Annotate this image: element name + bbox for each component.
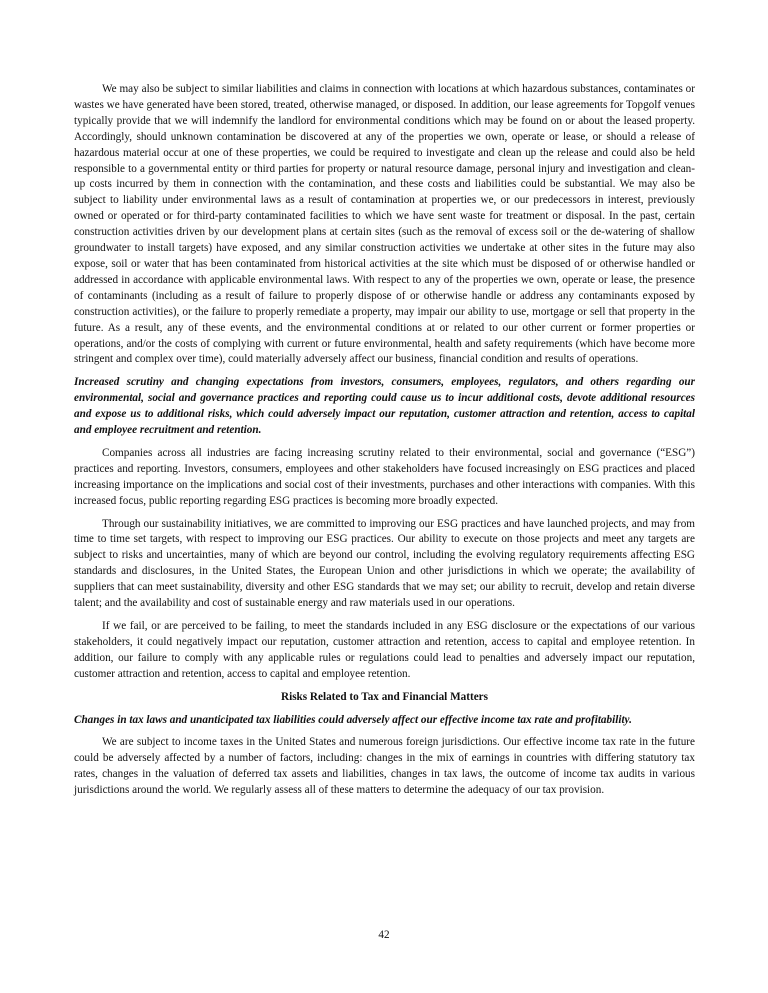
risk-heading-tax: Changes in tax laws and unanticipated tax liabilities could adversely affect our effective income tax rate and profitability. — [74, 713, 632, 726]
paragraph-esg-failure: If we fail, or are perceived to be failing, to meet the standards included in any ESG disclosure or the expectations of our various stakeholders, it could negatively impact our reputation, customer attraction and retention, access to capital and employee retention. In addition, our failure to comply with any applicable rules or regulations could lead to penalties and adversely impact our reputation, customer attraction and retention, access to capital and employee retention. — [74, 620, 695, 680]
paragraph-environmental-liabilities: We may also be subject to similar liabilities and claims in connection with locations at which hazardous substances, contaminates or wastes we have generated have been stored, treated, otherwise managed, or disposed. In addition, our lease agreements for Topgolf venues typically provide that we will indemnify the landlord for environmental conditions which may be found on or about the leased property. Accordingly, should unknown contamination be discovered at any of the properties we own, operate or lease, or should a release of hazardous material occur at one of these properties, we could be required to investigate and clean up the release and could also be held responsible to a governmental entity or third parties for property or natural resource damage, personal injury and investigation and clean-up costs incurred by them in connection with the contamination, and these costs and liabilities could be substantial. We may also be subject to liability under environmental laws as a result of contamination at properties we, or our predecessors in interest, previously owned or operated or for third-party contaminated facilities to which we have sent waste for treatment or disposal. In the past, certain construction activities driven by our development plans at certain sites (such as the removal of excess soil or the de-watering of shallow groundwater to install targets) have exposed, and any similar construction activities we undertake at other sites in the future may also expose, soil or water that has been contaminated from historical activities at the site which must be disposed of or otherwise handled or addressed in accordance with applicable environmental laws. With respect to any of the properties we own, operate or lease, the presence of contaminants (including as a result of failure to properly dispose of or otherwise handle or address any contaminants exposed by construction activities), or the failure to properly remediate a property, may impair our ability to use, mortgage or sell that property in the future. As a result, any of these events, and the environmental conditions at or related to our other current or former properties or operations, and/or the costs of complying with current or future environmental, health and safety requirements (which have become more stringent and complex over time), could materially adversely affect our business, financial condition and results of operations. — [74, 83, 695, 366]
risk-heading-esg: Increased scrutiny and changing expectations from investors, consumers, employees, regulators, and others regarding our environmental, social and governance practices and reporting could cause us to incur additional costs, devote additional resources and expose us to additional risks, which could adversely impact our reputation, customer attraction and retention, access to capital and employee recruitment and retention. — [74, 376, 695, 437]
paragraph-sustainability-initiatives: Through our sustainability initiatives, we are committed to improving our ESG practices and have launched projects, and may from time to time set targets, with respect to improving our ESG practices. Our ability to execute on those projects and meet any targets are subject to risks and uncertainties, many of which are beyond our control, including the evolving regulatory requirements affecting ESG standards and disclosures, in the United States, the European Union and other jurisdictions in which we operate; the availability of suppliers that can meet sustainability, diversity and other ESG standards that we may set; our ability to recruit, develop and retain diverse talent; and the availability and cost of sustainable energy and raw materials used in our operations. — [74, 517, 695, 610]
paragraph-income-taxes: We are subject to income taxes in the United States and numerous foreign jurisdictions. Our effective income tax rate in the future could be adversely affected by a number of factors, including: changes in the mix of earnings in countries with differing statutory tax rates, changes in the valuation of deferred tax assets and liabilities, changes in tax laws, the outcome of income tax audits in various jurisdictions around the world. We regularly assess all of these matters to determine the adequacy of our tax provision. — [74, 736, 695, 797]
document-body — [74, 82, 695, 806]
page-number: 42 — [378, 929, 390, 941]
paragraph-esg-scrutiny: Companies across all industries are facing increasing scrutiny related to their environmental, social and governance (“ESG”) practices and reporting. Investors, consumers, employees and other stakeholders have focused increasingly on ESG practices and placed increasing importance on the implications and social cost of their investments, purchases and other interactions with companies. With this increased focus, public reporting regarding ESG practices is becoming more broadly expected. — [74, 446, 695, 507]
section-title: Risks Related to Tax and Financial Matters — [281, 690, 488, 703]
